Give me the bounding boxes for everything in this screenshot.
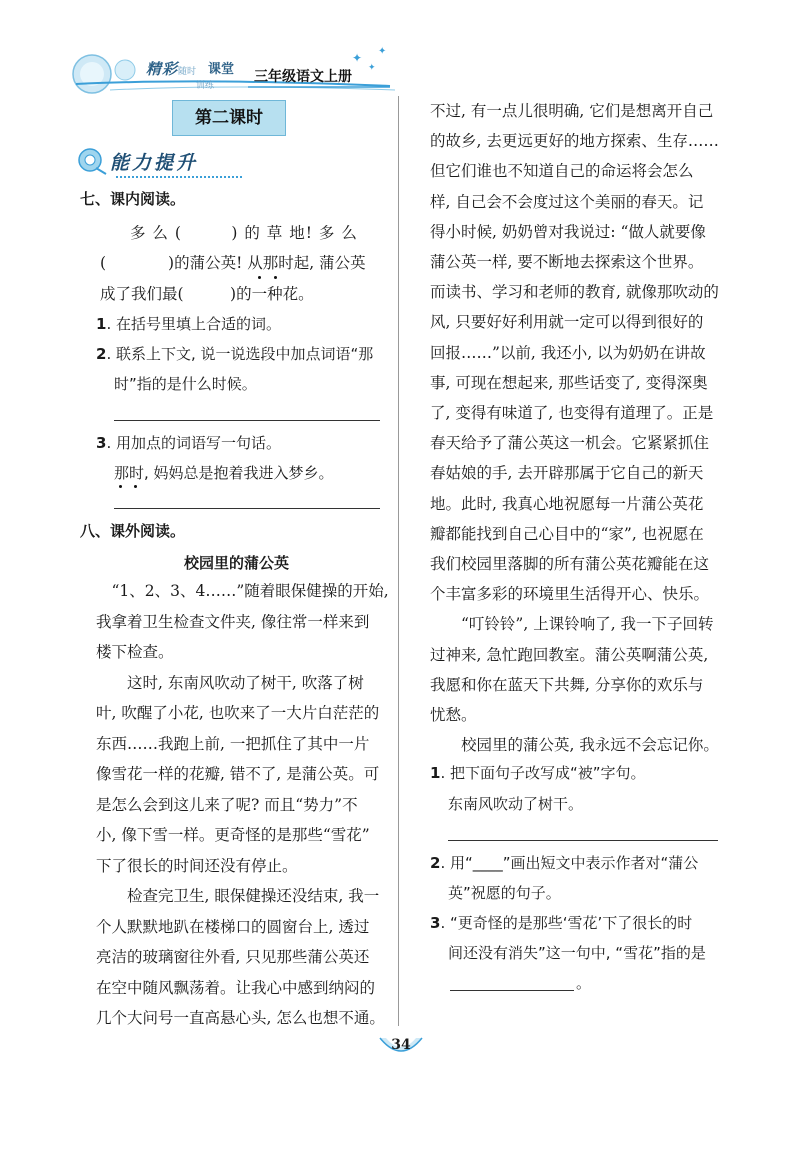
ability-badge-icon (76, 146, 108, 176)
story-line: 春天给予了蒲公英这一机会。它紧紧抓住 (430, 434, 710, 453)
story-line: 过神来, 急忙跑回教室。蒲公英啊蒲公英, (430, 645, 709, 664)
lesson-title: 第二课时 (172, 100, 286, 136)
question-number: 1 (430, 764, 441, 782)
question-number: 2 (430, 854, 441, 872)
header-logo-class: 课堂 (208, 62, 235, 77)
question-text: . 在括号里填上合适的词。 (106, 315, 281, 333)
emphasis-dot (134, 485, 137, 488)
story-line: 是怎么会到这儿来了呢? 而且“势力”不 (96, 795, 358, 814)
passage-line-1: 多 么 ( ) 的 草 地! 多 么 (130, 224, 358, 242)
emphasis-dot (258, 276, 261, 279)
question-text: . 把下面句子改写成“被”字句。 (440, 764, 646, 782)
story-line: 我们校园里落脚的所有蒲公英花瓣能在这 (430, 555, 710, 573)
section-7-heading: 七、课内阅读。 (80, 190, 186, 208)
page-header: 精彩 随时 训练 课堂 三年级语文上册 ✦ ✦ ✦ (0, 0, 800, 100)
story-line: 的故乡, 去更远更好的地方探索、生存…… (430, 132, 719, 151)
emphasis-dot (274, 276, 277, 279)
question-number: 1 (96, 315, 107, 333)
story-line: 地。此时, 我真心地祝愿每一片蒲公英花 (430, 494, 704, 513)
s8-question-3 (430, 912, 692, 934)
question-number: 3 (430, 914, 441, 932)
page-number-badge (378, 1034, 424, 1060)
header-logo-sub1: 随时 (178, 67, 197, 77)
story-line: 了, 变得有味道了, 也变得有道理了。正是 (430, 404, 714, 422)
story-line: 春姑娘的手, 去开辟那属于它自己的新天 (430, 464, 704, 483)
story-line: 个丰富多彩的环境里生活得开心、快乐。 (430, 585, 710, 604)
story-line: 亮洁的玻璃窗往外看, 只见那些蒲公英还 (96, 948, 370, 966)
header-logo-main: 精彩 (146, 60, 179, 78)
story-line: 而读书、学习和老师的教育, 就像那吹动的 (430, 283, 719, 302)
header-swoosh-decoration (0, 0, 800, 100)
story-line: 样, 自己会不会度过这个美丽的春天。记 (430, 192, 704, 211)
story-line: 几个大问号一直高悬心头, 怎么也想不通。 (96, 1009, 385, 1027)
story-line: 不过, 有一点儿很明确, 它们是想离开自己 (430, 102, 714, 120)
s8-question-3-end: 。 (576, 974, 592, 992)
answer-line[interactable] (114, 508, 380, 509)
section-8-heading: 八、课外阅读。 (80, 522, 186, 540)
passage-line-2: ( )的蒲公英! 从那时起, 蒲公英 (100, 254, 366, 272)
story-line: 我愿和你在蓝天下共舞, 分享你的欢乐与 (430, 675, 704, 694)
answer-blank[interactable] (450, 990, 574, 991)
column-divider (398, 96, 399, 1026)
story-line: 小, 像下雪一样。更奇怪的是那些“雪花” (96, 826, 370, 844)
emphasis-dot (119, 485, 122, 488)
story-line: 检查完卫生, 眼保健操还没结束, 我一 (96, 887, 380, 905)
question-text: . 用加点的词语写一句话。 (106, 434, 281, 452)
s8-question-1 (430, 762, 646, 784)
question-text: . “更奇怪的是那些‘雪花’下了很长的时 (440, 914, 693, 932)
answer-line[interactable] (114, 420, 380, 421)
story-line: 我拿着卫生检查文件夹, 像往常一样来到 (96, 612, 370, 631)
s8-question-2-cont: 英”祝愿的句子。 (448, 884, 561, 902)
story-line: 瓣都能找到自己心目中的“家”, 也祝愿在 (430, 524, 704, 543)
story-line: “1、2、3、4……”随着眼保健操的开始, (96, 582, 389, 600)
s8-question-2 (430, 852, 698, 874)
ability-underline (116, 173, 242, 178)
s8-question-3-cont: 间还没有消失”这一句中, “雪花”指的是 (448, 944, 706, 962)
story-line: 蒲公英一样, 要不断地去探索这个世界。 (430, 253, 704, 271)
ability-section-header (76, 146, 226, 176)
story-line: 回报……”以前, 我还小, 以为奶奶在讲故 (430, 343, 706, 362)
story-line: 事, 可现在想起来, 那些话变了, 变得深奥 (430, 373, 708, 392)
header-grade-label: 三年级语文上册 (254, 69, 352, 85)
story-line: 校园里的蒲公英, 我永远不会忘记你。 (430, 736, 719, 755)
s8-question-1-example: 东南风吹动了树干。 (448, 795, 584, 813)
story-line: 忧愁。 (430, 706, 477, 724)
story-line: 东西……我跑上前, 一把抓住了其中一片 (96, 734, 370, 753)
story-line: 风, 只要好好利用就一定可以得到很好的 (430, 313, 704, 332)
story-title: 校园里的蒲公英 (184, 554, 290, 572)
s7-question-1 (96, 313, 281, 335)
story-line: 这时, 东南风吹动了树干, 吹落了树 (96, 673, 364, 692)
question-number: 2 (96, 345, 107, 363)
s7-question-3 (96, 432, 281, 454)
story-line: 像雪花一样的花瓣, 错不了, 是蒲公英。可 (96, 765, 380, 783)
ability-label: 能力提升 (110, 152, 199, 174)
page-number: 34 (391, 1037, 411, 1053)
story-line: “叮铃铃”, 上课铃响了, 我一下子回转 (430, 615, 714, 634)
story-line: 楼下检查。 (96, 643, 174, 661)
story-line: 在空中随风飘荡着。让我心中感到纳闷的 (96, 978, 376, 997)
question-text: . 联系上下文, 说一说选段中加点词语“那 (106, 345, 374, 363)
s7-question-2 (96, 343, 373, 365)
passage-line-3: 成了我们最( )的一种花。 (100, 285, 314, 303)
story-line: 个人默默地趴在楼梯口的圆窗台上, 透过 (96, 917, 370, 936)
question-text: . 用“____”画出短文中表示作者对“蒲公 (440, 854, 699, 872)
question-number: 3 (96, 434, 107, 452)
story-line: 得小时候, 奶奶曾对我说过: “做人就要像 (430, 222, 706, 241)
answer-line[interactable] (448, 840, 718, 841)
story-line: 叶, 吹醒了小花, 也吹来了一大片白茫茫的 (96, 704, 380, 722)
s7-question-3-example: 那时, 妈妈总是抱着我进入梦乡。 (114, 464, 334, 482)
story-line: 下了很长的时间还没有停止。 (96, 856, 298, 875)
s7-question-2-cont: 时”指的是什么时候。 (114, 375, 257, 393)
header-logo-sub2: 训练 (196, 81, 215, 91)
story-line: 但它们谁也不知道自己的命运将会怎么 (430, 162, 694, 181)
